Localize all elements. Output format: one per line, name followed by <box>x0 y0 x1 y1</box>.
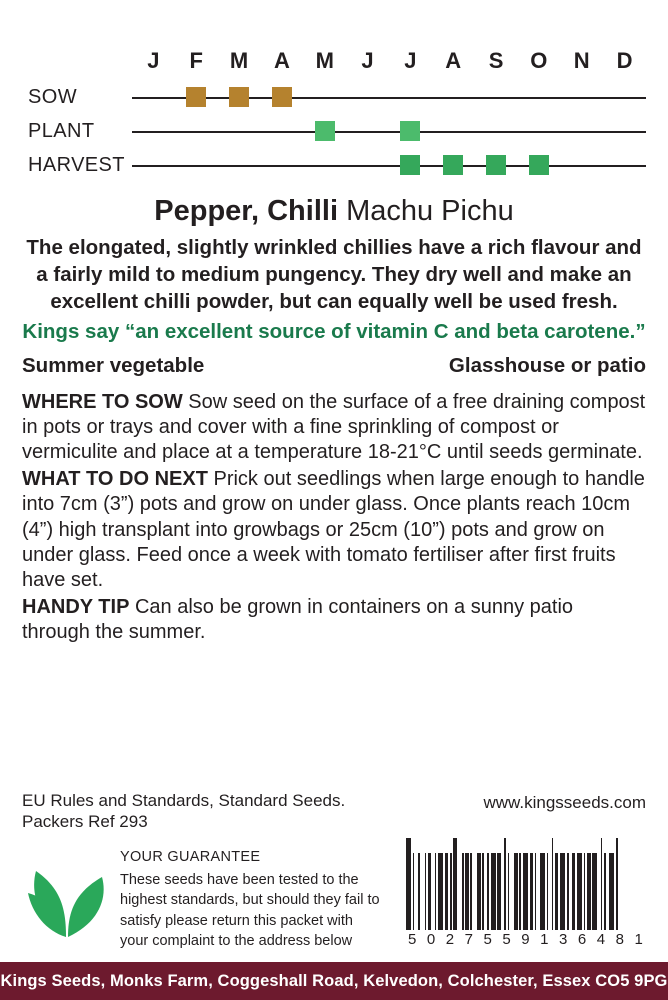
instruction-body: Prick out seedlings when large enough to handle into 7cm (3”) pots and grow on under glass. Once plants reach 10cm (4”) high transplant into growbags or 25cm (10”) pots and grow on under glass. Feed once a week with tomato fertiliser after first fruits have set. <box>22 468 645 591</box>
calendar-row-label: SOW <box>28 85 77 108</box>
calendar-marker <box>443 155 463 175</box>
calendar-month-label: S <box>488 48 504 73</box>
eu-rules <box>22 790 345 834</box>
category-row <box>0 346 668 378</box>
calendar-cell <box>346 80 389 114</box>
calendar-cell <box>389 114 432 148</box>
calendar-cell <box>175 80 218 114</box>
barcode-digit: 9 <box>521 931 531 948</box>
leaf-logo-icon <box>22 853 114 939</box>
eu-row <box>22 790 646 834</box>
calendar-cell <box>260 80 303 114</box>
calendar-cell <box>517 80 560 114</box>
barcode-digit: 5 <box>408 931 418 948</box>
calendar-month-label: M <box>315 48 334 73</box>
barcode-digit: 5 <box>502 931 512 948</box>
barcode-digits <box>406 931 646 948</box>
calendar-cell <box>432 148 475 182</box>
calendar-month-label: O <box>530 48 548 73</box>
calendar-cell <box>175 148 218 182</box>
sowing-calendar <box>0 0 668 182</box>
calendar-cell <box>389 148 432 182</box>
calendar-cell <box>218 80 261 114</box>
calendar-row <box>22 148 646 182</box>
calendar-cells <box>132 80 646 114</box>
guarantee-text <box>114 847 384 952</box>
instruction-body: Can also be grown in containers on a sunny patio through the summer. <box>22 596 574 644</box>
barcode-digit: 3 <box>559 931 569 948</box>
barcode-digit: 4 <box>596 931 607 948</box>
calendar-cell <box>603 80 646 114</box>
instruction-paragraph <box>22 390 646 466</box>
calendar-marker <box>186 87 206 107</box>
calendar-cell <box>603 148 646 182</box>
calendar-month-header <box>132 48 646 74</box>
instruction-heading: HANDY TIP <box>22 596 130 619</box>
barcode-bars <box>406 838 646 930</box>
calendar-marker <box>315 121 335 141</box>
product-variety: Machu Pichu <box>346 195 514 227</box>
instruction-paragraph <box>22 595 646 645</box>
calendar-month-label: D <box>616 48 633 73</box>
instruction-body: Sow seed on the surface of a free draining compost in pots or trays and cover with a fine sprinkling of compost or vermiculite and place at a temperature 18-21°C until seeds germinate. <box>22 390 646 464</box>
barcode-digit: 5 <box>483 931 493 948</box>
calendar-marker <box>272 87 292 107</box>
calendar-cell <box>432 80 475 114</box>
barcode-digit: 2 <box>445 931 456 948</box>
calendar-row-label: HARVEST <box>28 153 125 176</box>
calendar-cell <box>560 80 603 114</box>
category-location: Glasshouse or patio <box>448 353 646 377</box>
barcode-digit: 1 <box>540 931 550 948</box>
calendar-cell <box>303 114 346 148</box>
calendar-cell <box>132 114 175 148</box>
calendar-cell <box>475 114 518 148</box>
calendar-cell <box>389 80 432 114</box>
calendar-cell <box>132 80 175 114</box>
guarantee-body: These seeds have been tested to the highest standards, but should they fail to satisfy please return this packet with your complaint to the address below <box>120 871 380 950</box>
footer <box>0 790 668 952</box>
growing-instructions <box>0 378 668 648</box>
calendar-marker <box>486 155 506 175</box>
barcode-digit: 7 <box>464 931 474 948</box>
website-link[interactable]: www.kingsseeds.com <box>483 792 646 812</box>
calendar-cell <box>175 114 218 148</box>
calendar-month-label: A <box>273 48 290 73</box>
calendar-cell <box>218 148 261 182</box>
calendar-cell <box>475 148 518 182</box>
calendar-cells <box>132 114 646 148</box>
calendar-cell <box>218 114 261 148</box>
calendar-cell <box>560 114 603 148</box>
instruction-paragraph <box>22 467 646 593</box>
calendar-month-label: A <box>445 48 462 73</box>
barcode <box>406 838 646 948</box>
eu-rules-line1: EU Rules and Standards, Standard Seeds. <box>22 790 346 810</box>
calendar-month-label: J <box>404 48 417 73</box>
calendar-track <box>132 148 646 182</box>
calendar-cell <box>560 148 603 182</box>
calendar-cell <box>346 148 389 182</box>
barcode-digit: 1 <box>634 931 644 948</box>
guarantee-title: YOUR GUARANTEE <box>120 849 261 866</box>
calendar-month-label: J <box>361 48 374 73</box>
calendar-cell <box>303 148 346 182</box>
kings-say-quote: Kings say “an excellent source of vitamin C and beta carotene.” <box>22 320 646 344</box>
calendar-cell <box>260 148 303 182</box>
instruction-heading: WHAT TO DO NEXT <box>22 468 208 491</box>
calendar-track <box>132 114 646 148</box>
calendar-cell <box>475 80 518 114</box>
instruction-heading: WHERE TO SOW <box>22 390 183 413</box>
calendar-marker <box>400 155 420 175</box>
calendar-month-label: N <box>573 48 590 73</box>
calendar-month-label: J <box>147 48 160 73</box>
calendar-cell <box>346 114 389 148</box>
calendar-row <box>22 114 646 148</box>
calendar-month-label: M <box>229 48 249 73</box>
barcode-digit: 0 <box>426 931 437 948</box>
calendar-marker <box>400 121 420 141</box>
calendar-row <box>22 80 646 114</box>
calendar-cell <box>303 80 346 114</box>
calendar-cell <box>260 114 303 148</box>
calendar-rows <box>22 80 646 182</box>
product-description: The elongated, slightly wrinkled chillies have a rich flavour and a fairly mild to medium pungency. They dry well and make an excellent chilli powder, but can equally well be used fresh. <box>26 235 642 313</box>
calendar-track <box>132 80 646 114</box>
calendar-row-label: PLANT <box>28 119 95 142</box>
calendar-cell <box>432 114 475 148</box>
barcode-bar <box>618 838 621 930</box>
calendar-cell <box>132 148 175 182</box>
calendar-marker <box>229 87 249 107</box>
company-address-bar: Kings Seeds, Monks Farm, Coggeshall Road, Kelvedon, Colchester, Essex CO5 9PG <box>0 962 668 1000</box>
barcode-digit: 6 <box>577 931 588 948</box>
packers-ref: Packers Ref 293 <box>22 812 148 832</box>
calendar-cell <box>603 114 646 148</box>
calendar-marker <box>529 155 549 175</box>
calendar-cells <box>132 148 646 182</box>
calendar-cell <box>517 114 560 148</box>
page-title <box>0 196 668 228</box>
product-name: Pepper, Chilli <box>154 195 338 227</box>
calendar-cell <box>517 148 560 182</box>
barcode-digit: 8 <box>615 931 625 948</box>
category-season: Summer vegetable <box>22 353 205 377</box>
calendar-month-label: F <box>189 48 203 73</box>
